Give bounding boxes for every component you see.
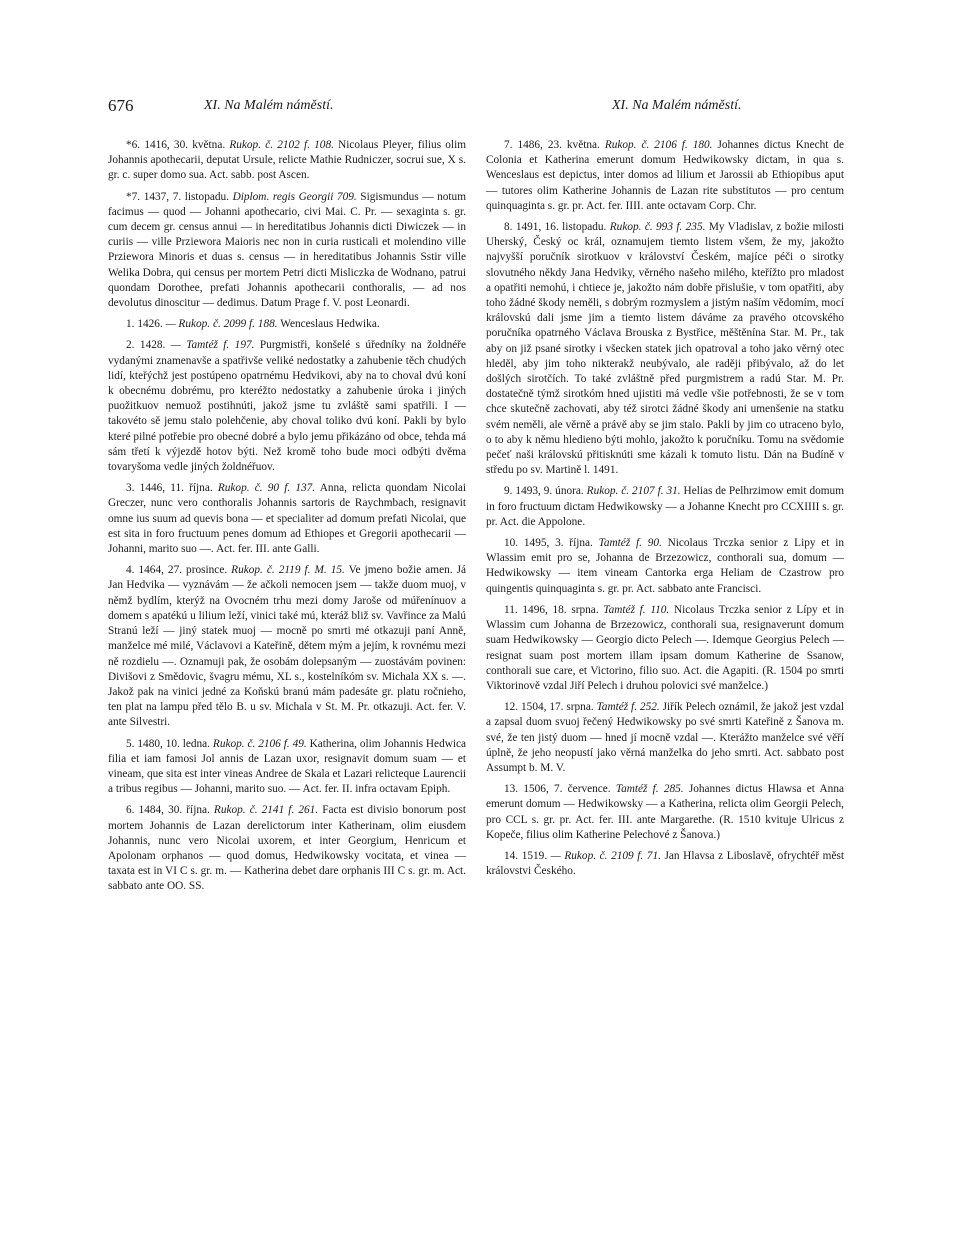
entry-source: Tamtéž f. 110. (603, 603, 670, 616)
entry-date: 1480, 10. ledna. (137, 737, 211, 750)
entry-source: Tamtéž f. 252. (596, 701, 660, 714)
entry-text: Nicolaus Pleyer, filius olim Johannis apothecarii, deputat Ursule, relicte Mathie Rudniczer, socrui sue, X s. gr. c. super domo sua. Act. sabb. post Ascen. (108, 139, 466, 182)
entry-number: 10. (504, 537, 519, 550)
entry-date: 1464, 27. prosince. (138, 564, 228, 577)
entry (108, 338, 466, 475)
entry (486, 782, 844, 843)
entry-number: *6. (126, 139, 141, 151)
entry-source: Tamtéž f. 90. (598, 537, 662, 550)
entry-source: — Rukop. č. 2099 f. 188. (165, 318, 278, 331)
entry (108, 190, 466, 312)
entry-source: Diplom. regis Georgii 709. (232, 190, 357, 203)
entry-number: 12. (504, 701, 519, 714)
entry (486, 220, 844, 478)
entry-source: Rukop. č. 2107 f. 31. (586, 485, 681, 498)
entry-date: 1486, 23. května. (517, 139, 600, 151)
entry-date: 1493, 9. února. (515, 485, 584, 498)
entry-date: 1426. (137, 318, 163, 331)
right-column (486, 138, 844, 885)
entry-source: Rukop. č. 2119 f. M. 15. (231, 564, 345, 577)
entry-date: 1416, 30. května. (144, 139, 226, 151)
entry-source: Rukop. č. 2102 f. 108. (229, 139, 334, 151)
entry (108, 481, 466, 557)
entry-source: — Rukop. č. 2109 f. 71. (550, 849, 661, 862)
entry-date: 1428. (139, 339, 166, 352)
entry (486, 603, 844, 694)
entry-number: 6. (126, 804, 135, 817)
entry-date: 1437, 7. listopadu. (143, 190, 229, 203)
entry-number: 1. (126, 318, 135, 331)
entry-date: 1519. (521, 849, 548, 862)
left-column (108, 138, 466, 901)
entry (486, 536, 844, 597)
entry (486, 849, 844, 879)
entry-date: 1504, 17. srpna. (521, 701, 594, 714)
entry-number: 8. (504, 221, 513, 234)
entry (486, 484, 844, 530)
entry-text: Jan Hlavsa z Liboslavě, ofrychtéř měst královstvi Českého. (486, 849, 845, 878)
entry-date: 1495, 3. října. (523, 537, 593, 550)
entry-text: Nicolaus Trczka senior z Lipy et in Wlassim emit pro se, Johanna de Brzezowicz, conthorali sua, domum — Hedwikowsky — item vineam Cantorka erga Heliam de Czastrow pro quingentis quinquaginta s. gr. pr. Act. sabbato ante Francisci. (486, 537, 844, 595)
entry-number: 13. (504, 783, 519, 796)
entry-date: 1496, 18. srpna. (522, 603, 599, 616)
entry (108, 803, 466, 894)
entry (108, 138, 466, 184)
entry-number: 5. (126, 737, 135, 750)
entry (108, 563, 466, 730)
entry-source: Rukop. č. 2106 f. 180. (604, 139, 713, 151)
entry (108, 317, 466, 332)
entry-source: Rukop. č. 2106 f. 49. (212, 737, 307, 750)
entry-number: 4. (126, 564, 135, 577)
running-head-left: XI. Na Malém náměstí. (204, 98, 334, 113)
running-head-right: XI. Na Malém náměstí. (612, 98, 742, 113)
entry-number: 11. (504, 603, 518, 616)
entry-source: Rukop. č. 2141 f. 261. (213, 804, 319, 817)
entry-text: Ve jmeno božie amen. Já Jan Hedvika — vyznávám — že ačkoli nemocen jsem — takže duom muoj, v němž bydlím, kterýž na Ovocném trhu mezi domy Jaroše od múřenínuov a domem s apatékú u lilium leží, vinici také mú, kteráž bliž sv. Vavřince za Malú Stranú leží — jiný statek muoj — mocně po smrti mé otkazuji paní Anně, manželce mé milé, Václavovi a Kateřině, dětem mým a jejím, k rovnému mezi ně rozdielu —. Oznamuji pak, že osobám dolepsaným — zuostávám povinen: Divišovi z Smědovic, švagru mému, XL s., kostelníkóm sv. Michala XX s. —. Jakož pak na vinici jedné za Koňskú branú mám padesáte gr. platu ročnieho, ten plat na lampu před tělo B. u sv. Michala v St. M. Pr. otkazuji. Act. fer. V. ante Silvestri. (108, 564, 466, 729)
entry-text: Sigismundus — notum facimus — quod — Johanni apothecario, civi Mai. C. Pr. — sexaginta s. gr. cum decem gr. census annui — in hereditatibus Johannis dicti Diwiczek — in curiis — ville Przіewora Maioris nec non in curia rusticali et molendino ville Przіewora Minoris et duas s. census — in hereditatibus Johannis Sstir ville Welika Dobra, qui census per mortem Petri dicti Misliczka de Wodnano, patrui quondam Dorothee, prefati Johannis apothecarii conthoralis, — ad nos devolutus dinoscitur — dedimus. Datum Prage f. V. post Leonardi. (108, 190, 466, 310)
entry-text: My Vladislav, z božie milosti Uherský, Český oc král, oznamujem tiemto listem všem, že my, jakožto najvyšší poručník sirotkuov v království Českém, majíce péči o sirotky slovutného někdy Jana Hedviky, věrného našeho milého, kteřížto pro mladost a opatřiti nemohú, i chtiece je, jakožto nám dobře přislušie, v tom opatřiti, aby toho žádné škody neměli, s dobrým rozmyslem a jistým naším vědomím, mocí královskú dali jsme jim a tiemto listem dáváme za pravého otcovského poručníka opatrného Václava Brouska z Bystřice, měštěnína Star. M. Pr., tak aby on již psané sirotky i všecken statek jich opatroval a toho jako věrný otec hleděl, aby jim toho nikterakž neubývalo, ale raději přibývalo, až do let došlých sirotčích. To také zvláštně před purgmistrem a radú Star. M. Pr. dostatečně týmž sirotkóm hned ujistiti má vedle všie potřebnosti, že se v tom chce skutečně zachovati, aby též sirotci žádné škody ani umenšenie na statku svém neměli, ale věrně a právě aby se jim stalo. Pakli by jim co utraceno bylo, o to aby k němu hledieno býti mohlo, jakožto k poručníku. Tomu na svědomie pečeť naši královskú přitisknúti sme kázali k tomuto listu. Dán na Budíně v středu po sv. Martině l. 1491. (486, 221, 845, 477)
entry (486, 700, 844, 776)
entry-text: Nicolaus Trczka senior z Lípy et in Wlassim cum Johanna de Brzezowicz, conthorali sua, resignaverunt domum suam Hedwikowsky — Georgio dicto Pelech —. Idemque Georgius Pelech — resignat suam post mortem illam ipsam domum Katherine de Ssanow, conthorali sue care, et Victorino, filio suo. Act. die Agapiti. (R. 1504 po smrti Viktorinově vzdal Jiří Pelech i druhou polovici své manželce.) (486, 603, 844, 692)
entry-text: Wenceslaus Hedwika. (280, 318, 380, 331)
entry-date: 1506, 7. července. (523, 783, 611, 796)
page-number: 676 (108, 96, 134, 115)
entry-source: Rukop. č. 993 f. 235. (609, 221, 706, 234)
entry-number: 2. (126, 339, 135, 352)
entry-text: Jiřík Pelech oznámil, že jakož jest vzdal a zapsal duom svuoj řečený Hedwikowsky po své smrti Kateřině z Šanova m. své, že ten jistý duom — hned jí mocně vzdal —. Kterážto manželce své věří úplně, že jeho neopustí jako věrná manželka do jeho smrti. Act. sabbato post Assumpt b. M. V. (486, 701, 845, 774)
entry-source: Tamtéž f. 285. (615, 783, 684, 796)
entry-date: 1484, 30. října. (138, 804, 210, 817)
entry (108, 737, 466, 798)
entry-date: 1491, 16. listopadu. (515, 221, 607, 234)
entry-source: — Tamtéž f. 197. (170, 339, 255, 352)
entry-text: Johannes dictus Hlawsa et Anna emerunt domum — Hedwikowsky — a Katherina, relicta olim Georgii Pelech, pro CCL s. gr. pr. Act. fer. III. ante Margarethe. (R. 1510 kvituje Ulricus z Kopeče, filius olim Katherine Pelechové z Šanova.) (486, 783, 844, 841)
entry-number: 9. (504, 485, 513, 498)
entry-date: 1446, 11. října. (139, 482, 213, 495)
entry-text: Facta est divisio bonorum post mortem Johannis de Lazan derelictorum inter Katherinam, olim eiusdem Johannis, nunc vero Nicolai uxorem, et inter Georgium, Henricum et Apolonam orphanos — quod domus, Hedwikowsky vocitata, et vinea — taxata est in VI C s. gr. m. — Katherina debet dare orphanis III C s. gr. m. Act. sabbato ante OO. SS. (108, 804, 466, 893)
entry-text: Anna, relicta quondam Nicolai Greczer, nunc vero conthoralis Johannis sartoris de Raychmbach, resignavit omne ius suum ad quevis bona — et specialiter ad domum prefati Nicolai, que est sita in foro fructuum penes domum ad Ethiopes et Gregorii apothecarii — Johanni, marito suo —. Act. fer. III. ante Galli. (108, 482, 467, 556)
entry-number: 14. (504, 849, 519, 862)
entry (486, 138, 844, 214)
entry-text: Purgmistři, konšelé s úředníky na žoldnéře vydanými znamenavše a spatřivše veliké nedostatky a zahubenie těch chudých lidí, kteřýchž jest postúpeno opatrnému Hedvikovi, aby na to choval dvú koní k obecnému dobrému, pro kteréžto nedostatky a zahubenie úroka i jiných puožitkuov nemuož postihnúti, jakož jsme tu zvláště sami spatřili. I — takovéto sě jemu stalo polehčenie, aby choval toliko dvú koní. Pakli by bylo které pilné potřebie pro obecné dobré a bylo jemu přikázáno od obce, tehda má sám třetí k výjezdě hotov býti. Než kromě toho bude moci odbýti dvěma tovaryšoma vedle jiných žoldnéřuov. (108, 339, 467, 474)
entry-number: 7. (504, 139, 513, 151)
entry-text: Johannes dictus Knecht de Colonia et Katherina emerunt domum Hedwikowsky dictam, in qua s. Wenceslaus est depictus, inter domos ad lilium et Jarossii ab Ethiopibus aput — tutores olim Katherine Johannis de Lazan rite substitutos — pro centum quinquaginta s. gr. pr. Act. fer. IIII. ante octavam Corp. Chr. (486, 139, 845, 212)
entry-number: *7. (126, 190, 141, 203)
entry-text: Helias de Pelhrzimow emit domum in foro fructuum dictam Hedwikowsky — a Johanne Knecht pro CCXIIII s. gr. pr. Act. die Appolone. (486, 485, 844, 528)
entry-text: Katherina, olim Johannis Hedwica filia et iam famosi Jol annis de Lazan uxor, resignavit domum suam — et vineam, que sita est inter vineas Andree de Skala et Lazari relicteque Laurencii a tribus regibus — Johanni, marito suo. — Act. fer. II. infra octavam Epiph. (108, 737, 467, 796)
entry-number: 3. (126, 482, 135, 495)
entry-source: Rukop. č. 90 f. 137. (217, 482, 316, 495)
